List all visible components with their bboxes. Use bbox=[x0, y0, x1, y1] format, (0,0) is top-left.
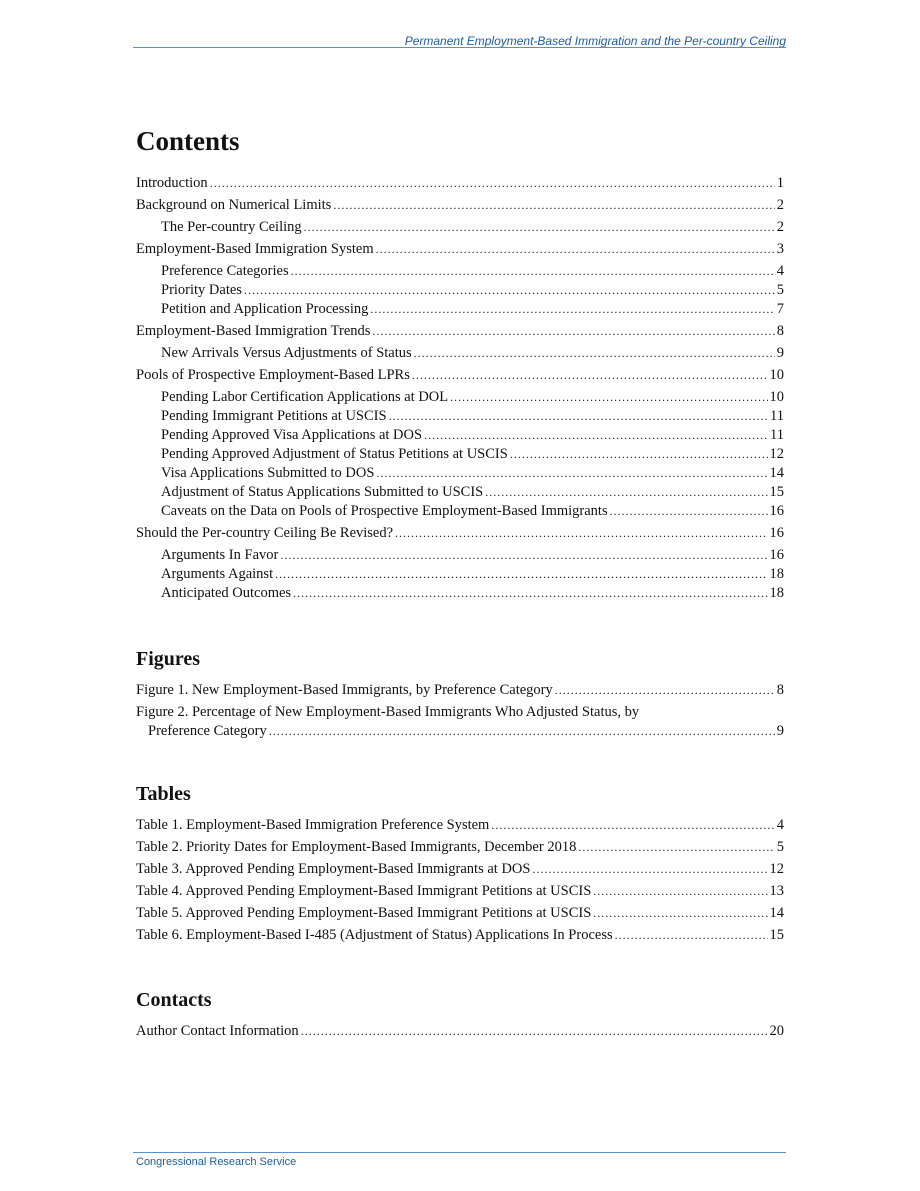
toc-wrapped-line bbox=[136, 722, 784, 741]
toc-page: 3 bbox=[776, 241, 784, 257]
figures-list bbox=[136, 678, 784, 741]
dot-leader bbox=[389, 407, 768, 426]
toc-page: 9 bbox=[776, 723, 784, 739]
toc-label: Anticipated Outcomes bbox=[161, 585, 292, 601]
toc-label: Visa Applications Submitted to DOS bbox=[161, 465, 375, 481]
toc-label: Arguments In Favor bbox=[161, 547, 279, 563]
toc-entry[interactable] bbox=[136, 196, 784, 215]
dot-leader bbox=[370, 300, 774, 319]
toc-entry[interactable] bbox=[136, 174, 784, 193]
toc-entry[interactable] bbox=[136, 366, 784, 385]
toc-subentry[interactable] bbox=[136, 407, 784, 426]
toc-label: Petition and Application Processing bbox=[161, 301, 369, 317]
toc-subentry[interactable] bbox=[136, 483, 784, 502]
toc-page: 10 bbox=[769, 367, 784, 383]
dot-leader bbox=[280, 546, 767, 565]
dot-leader bbox=[412, 366, 768, 385]
toc-label: Pending Approved Visa Applications at DOS bbox=[161, 427, 423, 443]
contacts-list bbox=[136, 1019, 784, 1041]
dot-leader bbox=[244, 281, 775, 300]
toc-label: Table 4. Approved Pending Employment-Based Immigrant Petitions at USCIS bbox=[136, 883, 592, 899]
toc-subentry[interactable] bbox=[136, 300, 784, 319]
toc-label: Figure 1. New Employment-Based Immigrants, by Preference Category bbox=[136, 682, 553, 698]
table-entry[interactable] bbox=[136, 838, 784, 857]
toc-label: Pools of Prospective Employment-Based LPRs bbox=[136, 367, 410, 383]
dot-leader bbox=[424, 426, 768, 445]
toc-label: Employment-Based Immigration System bbox=[136, 241, 374, 257]
toc-label: Employment-Based Immigration Trends bbox=[136, 323, 371, 339]
figure-entry[interactable] bbox=[136, 681, 784, 700]
contact-entry[interactable] bbox=[136, 1022, 784, 1041]
footer-rule bbox=[133, 1152, 786, 1153]
toc-label: Background on Numerical Limits bbox=[136, 197, 332, 213]
toc-entry[interactable] bbox=[136, 240, 784, 259]
toc-page: 8 bbox=[776, 323, 784, 339]
toc-page: 9 bbox=[776, 345, 784, 361]
dot-leader bbox=[291, 262, 775, 281]
toc-label: Caveats on the Data on Pools of Prospective Employment-Based Immigrants bbox=[161, 503, 608, 519]
toc-label: Priority Dates bbox=[161, 282, 242, 298]
dot-leader bbox=[304, 218, 775, 237]
toc-page: 18 bbox=[769, 566, 784, 582]
toc-page: 16 bbox=[769, 525, 784, 541]
toc-page: 15 bbox=[769, 484, 784, 500]
toc-subentry[interactable] bbox=[136, 262, 784, 281]
toc-subentry[interactable] bbox=[136, 281, 784, 300]
toc-label: Figure 2. Percentage of New Employment-Based Immigrants Who Adjusted Status, by bbox=[136, 704, 640, 720]
dot-leader bbox=[333, 196, 774, 215]
toc-label: Table 2. Priority Dates for Employment-Based Immigrants, December 2018 bbox=[136, 839, 577, 855]
toc-label: The Per-country Ceiling bbox=[161, 219, 302, 235]
toc-label: Table 5. Approved Pending Employment-Based Immigrant Petitions at USCIS bbox=[136, 905, 592, 921]
contents-heading: Contents bbox=[136, 126, 240, 156]
dot-leader bbox=[593, 904, 767, 923]
toc-label: Arguments Against bbox=[161, 566, 274, 582]
toc-label: Table 1. Employment-Based Immigration Preference System bbox=[136, 817, 490, 833]
toc-page: 18 bbox=[769, 585, 784, 601]
tables-list bbox=[136, 813, 784, 945]
toc-page: 11 bbox=[770, 427, 784, 443]
dot-leader bbox=[301, 1022, 768, 1041]
dot-leader bbox=[593, 882, 767, 901]
dot-leader bbox=[376, 240, 775, 259]
dot-leader bbox=[210, 174, 775, 193]
toc-page: 12 bbox=[769, 446, 784, 462]
toc-page: 8 bbox=[776, 682, 784, 698]
toc-page: 15 bbox=[769, 927, 784, 943]
toc-page: 20 bbox=[769, 1023, 784, 1039]
page-footer: Congressional Research Service bbox=[136, 1156, 297, 1168]
toc-subentry[interactable] bbox=[136, 502, 784, 521]
toc-page: 4 bbox=[776, 263, 784, 279]
toc-page: 14 bbox=[769, 465, 784, 481]
toc-page: 5 bbox=[776, 839, 784, 855]
toc-page: 13 bbox=[769, 883, 784, 899]
dot-leader bbox=[532, 860, 767, 879]
table-entry[interactable] bbox=[136, 816, 784, 835]
toc-page: 5 bbox=[776, 282, 784, 298]
tables-heading: Tables bbox=[136, 783, 191, 805]
figure-entry[interactable] bbox=[136, 703, 784, 741]
toc-page: 16 bbox=[769, 547, 784, 563]
toc-page: 2 bbox=[776, 197, 784, 213]
toc-page: 2 bbox=[776, 219, 784, 235]
toc-label: Should the Per-country Ceiling Be Revised? bbox=[136, 525, 394, 541]
contents-list bbox=[136, 171, 784, 603]
dot-leader bbox=[578, 838, 774, 857]
dot-leader bbox=[376, 464, 767, 483]
toc-subentry[interactable] bbox=[136, 344, 784, 363]
toc-label: Introduction bbox=[136, 175, 208, 191]
dot-leader bbox=[610, 502, 768, 521]
toc-subentry[interactable] bbox=[136, 445, 784, 464]
table-entry[interactable] bbox=[136, 926, 784, 945]
dot-leader bbox=[555, 681, 775, 700]
toc-subentry[interactable] bbox=[136, 426, 784, 445]
toc-page: 12 bbox=[769, 861, 784, 877]
dot-leader bbox=[275, 565, 767, 584]
dot-leader bbox=[293, 584, 767, 603]
toc-subentry[interactable] bbox=[136, 546, 784, 565]
toc-label: Pending Labor Certification Applications at DOL bbox=[161, 389, 449, 405]
dot-leader bbox=[395, 524, 767, 543]
table-entry[interactable] bbox=[136, 860, 784, 879]
toc-label: Adjustment of Status Applications Submitted to USCIS bbox=[161, 484, 484, 500]
running-header: Permanent Employment-Based Immigration and the Per-country Ceiling bbox=[404, 34, 786, 48]
dot-leader bbox=[372, 322, 774, 341]
contacts-heading: Contacts bbox=[136, 989, 212, 1011]
figures-heading: Figures bbox=[136, 648, 201, 670]
header-rule bbox=[133, 47, 786, 48]
table-entry[interactable] bbox=[136, 882, 784, 901]
table-entry[interactable] bbox=[136, 904, 784, 923]
toc-label: Pending Immigrant Petitions at USCIS bbox=[161, 408, 387, 424]
toc-subentry[interactable] bbox=[136, 218, 784, 237]
toc-label: Pending Approved Adjustment of Status Petitions at USCIS bbox=[161, 446, 508, 462]
toc-subentry[interactable] bbox=[136, 388, 784, 407]
toc-entry[interactable] bbox=[136, 524, 784, 543]
toc-label: New Arrivals Versus Adjustments of Status bbox=[161, 345, 412, 361]
toc-label-continued: Preference Category bbox=[148, 723, 267, 739]
toc-label: Table 6. Employment-Based I-485 (Adjustment of Status) Applications In Process bbox=[136, 927, 613, 943]
toc-label: Author Contact Information bbox=[136, 1023, 299, 1039]
toc-page: 10 bbox=[769, 389, 784, 405]
toc-label: Preference Categories bbox=[161, 263, 289, 279]
dot-leader bbox=[510, 445, 768, 464]
toc-page: 7 bbox=[776, 301, 784, 317]
dot-leader bbox=[450, 388, 767, 407]
toc-label: Table 3. Approved Pending Employment-Based Immigrants at DOS bbox=[136, 861, 531, 877]
toc-entry[interactable] bbox=[136, 322, 784, 341]
toc-page: 14 bbox=[769, 905, 784, 921]
dot-leader bbox=[269, 722, 775, 741]
dot-leader bbox=[491, 816, 774, 835]
toc-subentry[interactable] bbox=[136, 565, 784, 584]
dot-leader bbox=[485, 483, 767, 502]
dot-leader bbox=[414, 344, 775, 363]
toc-page: 1 bbox=[776, 175, 784, 191]
dot-leader bbox=[615, 926, 768, 945]
toc-page: 11 bbox=[770, 408, 784, 424]
toc-page: 16 bbox=[769, 503, 784, 519]
toc-page: 4 bbox=[776, 817, 784, 833]
toc-subentry[interactable] bbox=[136, 584, 784, 603]
toc-subentry[interactable] bbox=[136, 464, 784, 483]
